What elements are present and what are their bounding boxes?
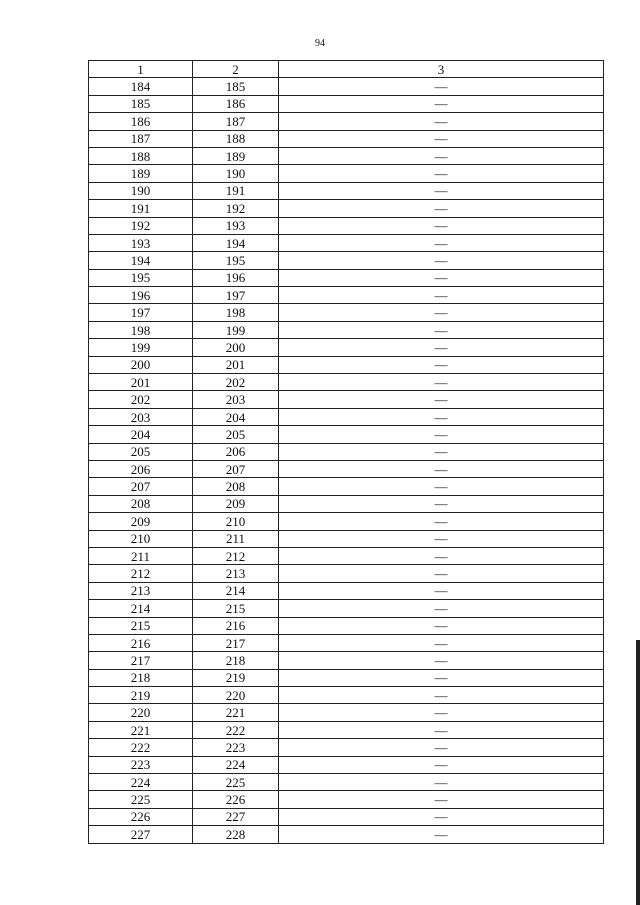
table-row bbox=[89, 391, 604, 408]
table-cell-col3: — bbox=[279, 113, 604, 130]
table-cell-col2: 208 bbox=[193, 478, 279, 495]
table-cell-col2: 198 bbox=[193, 304, 279, 321]
table-cell-col1: 195 bbox=[89, 269, 193, 286]
table-row bbox=[89, 217, 604, 234]
table-cell-col2: 216 bbox=[193, 617, 279, 634]
table-row bbox=[89, 113, 604, 130]
table-cell-col2: 209 bbox=[193, 495, 279, 512]
table-cell-col3: — bbox=[279, 547, 604, 564]
table-row bbox=[89, 704, 604, 721]
table-cell-col1: 223 bbox=[89, 756, 193, 773]
table-cell-col1: 199 bbox=[89, 339, 193, 356]
table-row bbox=[89, 600, 604, 617]
table-cell-col1: 226 bbox=[89, 808, 193, 825]
table-cell-col2: 190 bbox=[193, 165, 279, 182]
table-cell-col1: 211 bbox=[89, 547, 193, 564]
table-cell-col1: 194 bbox=[89, 252, 193, 269]
table-cell-col1: 217 bbox=[89, 652, 193, 669]
table-cell-col2: 188 bbox=[193, 130, 279, 147]
table-body bbox=[89, 78, 604, 843]
table-cell-col1: 185 bbox=[89, 95, 193, 112]
table-cell-col3: — bbox=[279, 200, 604, 217]
table-cell-col3: — bbox=[279, 78, 604, 95]
table-row bbox=[89, 234, 604, 251]
table-cell-col3: — bbox=[279, 339, 604, 356]
table-row bbox=[89, 200, 604, 217]
table-cell-col3: — bbox=[279, 600, 604, 617]
table-cell-col3: — bbox=[279, 147, 604, 164]
table-cell-col2: 212 bbox=[193, 547, 279, 564]
table-cell-col2: 195 bbox=[193, 252, 279, 269]
table-cell-col2: 213 bbox=[193, 565, 279, 582]
table-cell-col1: 193 bbox=[89, 234, 193, 251]
table-cell-col2: 214 bbox=[193, 582, 279, 599]
table-cell-col1: 212 bbox=[89, 565, 193, 582]
table-cell-col1: 205 bbox=[89, 443, 193, 460]
data-table bbox=[88, 60, 604, 844]
table-cell-col2: 192 bbox=[193, 200, 279, 217]
table-cell-col3: — bbox=[279, 704, 604, 721]
table-row bbox=[89, 774, 604, 791]
column-header-3: 3 bbox=[279, 61, 604, 78]
table-cell-col1: 203 bbox=[89, 408, 193, 425]
table-cell-col2: 191 bbox=[193, 182, 279, 199]
table-cell-col1: 197 bbox=[89, 304, 193, 321]
table-cell-col1: 224 bbox=[89, 774, 193, 791]
table-cell-col3: — bbox=[279, 304, 604, 321]
table-cell-col3: — bbox=[279, 443, 604, 460]
table-cell-col3: — bbox=[279, 374, 604, 391]
table-cell-col1: 189 bbox=[89, 165, 193, 182]
table-cell-col3: — bbox=[279, 460, 604, 477]
table-cell-col2: 222 bbox=[193, 721, 279, 738]
table-row bbox=[89, 530, 604, 547]
table-cell-col1: 198 bbox=[89, 321, 193, 338]
table-cell-col3: — bbox=[279, 652, 604, 669]
table-row bbox=[89, 495, 604, 512]
table-cell-col2: 227 bbox=[193, 808, 279, 825]
table-row bbox=[89, 252, 604, 269]
table-cell-col1: 208 bbox=[89, 495, 193, 512]
table-cell-col1: 200 bbox=[89, 356, 193, 373]
table-row bbox=[89, 374, 604, 391]
table-cell-col3: — bbox=[279, 391, 604, 408]
table-cell-col3: — bbox=[279, 95, 604, 112]
table-cell-col1: 188 bbox=[89, 147, 193, 164]
table-cell-col1: 213 bbox=[89, 582, 193, 599]
table-cell-col2: 217 bbox=[193, 634, 279, 651]
table-cell-col3: — bbox=[279, 774, 604, 791]
table-cell-col3: — bbox=[279, 356, 604, 373]
table-cell-col3: — bbox=[279, 565, 604, 582]
table-cell-col3: — bbox=[279, 826, 604, 843]
table-cell-col1: 186 bbox=[89, 113, 193, 130]
table-cell-col1: 184 bbox=[89, 78, 193, 95]
table-cell-col1: 202 bbox=[89, 391, 193, 408]
table-cell-col1: 204 bbox=[89, 426, 193, 443]
table-cell-col3: — bbox=[279, 756, 604, 773]
table-row bbox=[89, 687, 604, 704]
table-cell-col2: 223 bbox=[193, 739, 279, 756]
table-cell-col2: 206 bbox=[193, 443, 279, 460]
table-cell-col2: 203 bbox=[193, 391, 279, 408]
table-header-row bbox=[89, 61, 604, 78]
table-row bbox=[89, 513, 604, 530]
table-cell-col1: 206 bbox=[89, 460, 193, 477]
table-cell-col2: 220 bbox=[193, 687, 279, 704]
table-cell-col3: — bbox=[279, 634, 604, 651]
table-cell-col1: 219 bbox=[89, 687, 193, 704]
table-cell-col1: 221 bbox=[89, 721, 193, 738]
table-row bbox=[89, 339, 604, 356]
table-cell-col2: 226 bbox=[193, 791, 279, 808]
table-row bbox=[89, 304, 604, 321]
table-cell-col1: 215 bbox=[89, 617, 193, 634]
table-cell-col1: 201 bbox=[89, 374, 193, 391]
table-row bbox=[89, 460, 604, 477]
table-cell-col1: 218 bbox=[89, 669, 193, 686]
table-cell-col2: 224 bbox=[193, 756, 279, 773]
table-cell-col3: — bbox=[279, 217, 604, 234]
table-row bbox=[89, 739, 604, 756]
table-cell-col2: 185 bbox=[193, 78, 279, 95]
table-cell-col3: — bbox=[279, 617, 604, 634]
table-row bbox=[89, 617, 604, 634]
table-cell-col3: — bbox=[279, 321, 604, 338]
table-row bbox=[89, 147, 604, 164]
table-cell-col1: 207 bbox=[89, 478, 193, 495]
table-cell-col3: — bbox=[279, 408, 604, 425]
table-cell-col1: 225 bbox=[89, 791, 193, 808]
table-row bbox=[89, 130, 604, 147]
table-row bbox=[89, 78, 604, 95]
table-cell-col3: — bbox=[279, 287, 604, 304]
table-cell-col3: — bbox=[279, 791, 604, 808]
table-row bbox=[89, 321, 604, 338]
table-cell-col3: — bbox=[279, 808, 604, 825]
table-row bbox=[89, 478, 604, 495]
table-cell-col3: — bbox=[279, 130, 604, 147]
table-cell-col1: 191 bbox=[89, 200, 193, 217]
table-cell-col3: — bbox=[279, 495, 604, 512]
table-cell-col1: 210 bbox=[89, 530, 193, 547]
table-cell-col1: 209 bbox=[89, 513, 193, 530]
table-row bbox=[89, 408, 604, 425]
table-cell-col1: 216 bbox=[89, 634, 193, 651]
table-cell-col2: 205 bbox=[193, 426, 279, 443]
table-cell-col2: 200 bbox=[193, 339, 279, 356]
table-cell-col2: 207 bbox=[193, 460, 279, 477]
table-cell-col3: — bbox=[279, 687, 604, 704]
table-cell-col2: 211 bbox=[193, 530, 279, 547]
table-cell-col3: — bbox=[279, 513, 604, 530]
table-row bbox=[89, 356, 604, 373]
table-cell-col3: — bbox=[279, 530, 604, 547]
table-row bbox=[89, 182, 604, 199]
table-cell-col2: 187 bbox=[193, 113, 279, 130]
table-cell-col2: 199 bbox=[193, 321, 279, 338]
table-row bbox=[89, 582, 604, 599]
table-cell-col1: 222 bbox=[89, 739, 193, 756]
table-cell-col1: 227 bbox=[89, 826, 193, 843]
table-cell-col3: — bbox=[279, 165, 604, 182]
scan-edge-shadow bbox=[636, 640, 640, 905]
table-cell-col2: 204 bbox=[193, 408, 279, 425]
table-row bbox=[89, 443, 604, 460]
table-cell-col2: 219 bbox=[193, 669, 279, 686]
table-row bbox=[89, 95, 604, 112]
table-row bbox=[89, 547, 604, 564]
table-row bbox=[89, 287, 604, 304]
table-cell-col3: — bbox=[279, 669, 604, 686]
table-cell-col3: — bbox=[279, 721, 604, 738]
table-cell-col2: 193 bbox=[193, 217, 279, 234]
table-cell-col2: 196 bbox=[193, 269, 279, 286]
table-cell-col3: — bbox=[279, 582, 604, 599]
table-cell-col1: 192 bbox=[89, 217, 193, 234]
table-cell-col3: — bbox=[279, 182, 604, 199]
table-cell-col1: 190 bbox=[89, 182, 193, 199]
table-row bbox=[89, 826, 604, 843]
table-cell-col2: 221 bbox=[193, 704, 279, 721]
table-cell-col1: 187 bbox=[89, 130, 193, 147]
table-cell-col2: 194 bbox=[193, 234, 279, 251]
table-cell-col2: 228 bbox=[193, 826, 279, 843]
table-cell-col3: — bbox=[279, 252, 604, 269]
table-row bbox=[89, 721, 604, 738]
table-cell-col2: 202 bbox=[193, 374, 279, 391]
table-cell-col2: 189 bbox=[193, 147, 279, 164]
table-cell-col3: — bbox=[279, 478, 604, 495]
table-cell-col3: — bbox=[279, 234, 604, 251]
table-row bbox=[89, 565, 604, 582]
table-cell-col2: 201 bbox=[193, 356, 279, 373]
table-row bbox=[89, 634, 604, 651]
table-cell-col3: — bbox=[279, 426, 604, 443]
column-header-1: 1 bbox=[89, 61, 193, 78]
table-cell-col2: 225 bbox=[193, 774, 279, 791]
table-cell-col1: 196 bbox=[89, 287, 193, 304]
table-cell-col1: 214 bbox=[89, 600, 193, 617]
table-cell-col3: — bbox=[279, 739, 604, 756]
table-cell-col2: 210 bbox=[193, 513, 279, 530]
table-cell-col1: 220 bbox=[89, 704, 193, 721]
table-cell-col2: 197 bbox=[193, 287, 279, 304]
table-row bbox=[89, 791, 604, 808]
table-cell-col2: 218 bbox=[193, 652, 279, 669]
table-row bbox=[89, 269, 604, 286]
table-cell-col2: 215 bbox=[193, 600, 279, 617]
page-number: 94 bbox=[315, 38, 325, 49]
table-row bbox=[89, 426, 604, 443]
table-row bbox=[89, 808, 604, 825]
table-cell-col3: — bbox=[279, 269, 604, 286]
table-row bbox=[89, 165, 604, 182]
table-row bbox=[89, 756, 604, 773]
table-row bbox=[89, 652, 604, 669]
table-row bbox=[89, 669, 604, 686]
column-header-2: 2 bbox=[193, 61, 279, 78]
table-cell-col2: 186 bbox=[193, 95, 279, 112]
